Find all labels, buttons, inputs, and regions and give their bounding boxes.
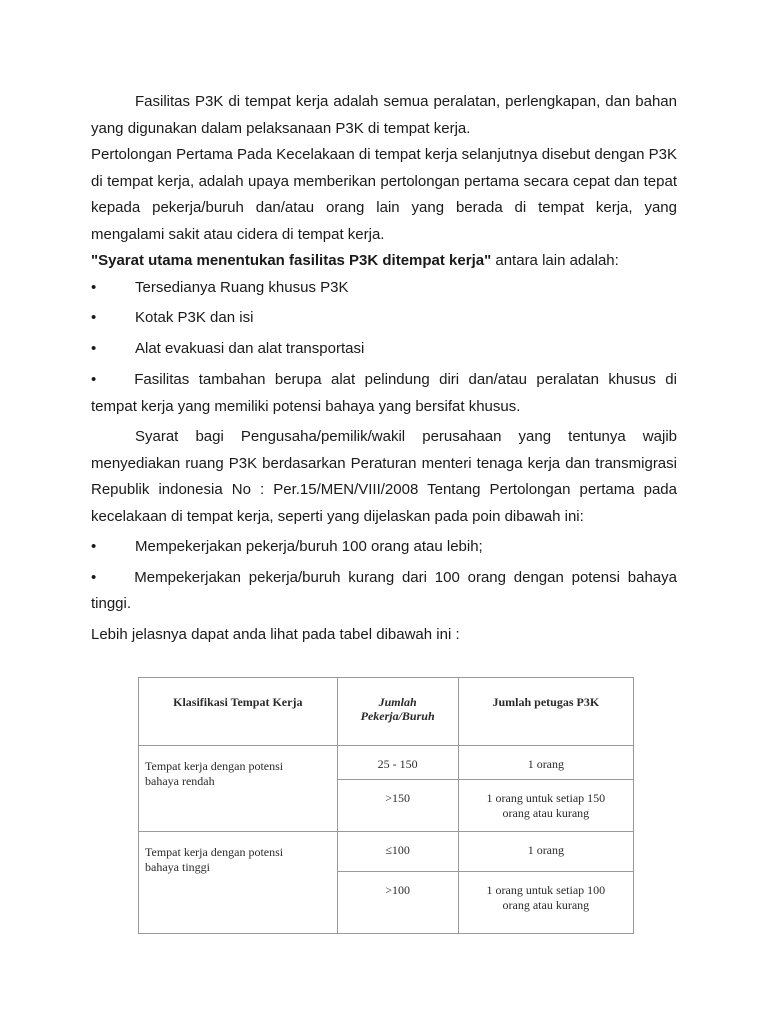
requirements-heading-rest: antara lain adalah:: [491, 252, 619, 269]
bullet-icon: •: [91, 339, 97, 357]
requirements-heading: "Syarat utama menentukan fasilitas P3K ditempat kerja": [91, 252, 492, 269]
bullet-icon: •: [91, 309, 97, 326]
bullet-icon: •: [91, 568, 97, 586]
bullet-icon: •: [91, 538, 97, 555]
column-header: [337, 678, 458, 746]
classification-text: Tempat kerja dengan potensi bahaya tinggi: [145, 845, 284, 874]
officers-text: 1 orang untuk setiap 100 orang atau kurang: [486, 883, 606, 912]
list-item: [91, 275, 677, 302]
list-item-text: Fasilitas tambahan berupa alat pelindung diri dan/atau peralatan khusus di tempat kerja yang memiliki potensi bahaya yang bersifat khusus.: [91, 371, 677, 415]
paragraph-requirements-intro: [91, 248, 677, 275]
list-item: [91, 305, 677, 332]
list-item: [91, 367, 677, 420]
body-text: [91, 89, 677, 648]
paragraph-p3k-explanation: Pertolongan Pertama Pada Kecelakaan di tempat kerja selanjutnya disebut dengan P3K di tempat kerja, adalah upaya memberikan pertolongan pertama secara cepat dan tepat kepada pekerja/buruh dan/atau orang lain yang berada di tempat kerja, yang mengalami sakit atau cidera di tempat kerja.: [91, 146, 677, 243]
officers-cell: [458, 872, 633, 934]
workers-cell: >100: [337, 872, 458, 934]
paragraph-definition: Fasilitas P3K di tempat kerja adalah semua peralatan, perlengkapan, dan bahan yang digunakan dalam pelaksanaan P3K di tempat kerja.: [91, 93, 677, 137]
p3k-officer-table: [138, 677, 634, 920]
column-header: Klasifikasi Tempat Kerja: [139, 678, 338, 746]
list-item-text: Kotak P3K dan isi: [135, 309, 254, 326]
classification-cell: [139, 832, 338, 934]
list-item: [91, 565, 677, 618]
list-item: [91, 534, 677, 561]
list-item: [91, 336, 677, 363]
workers-cell: 25 - 150: [337, 746, 458, 780]
classification-cell: [139, 746, 338, 832]
paragraph-table-intro: Lebih jelasnya dapat anda lihat pada tabel dibawah ini :: [91, 625, 460, 643]
data-table: [138, 677, 634, 934]
bullet-icon: •: [91, 278, 97, 296]
officers-cell: 1 orang: [458, 832, 633, 872]
officers-cell: [458, 780, 633, 832]
list-item-text: Alat evakuasi dan alat transportasi: [135, 339, 365, 357]
officers-text: 1 orang untuk setiap 150 orang atau kurang: [486, 791, 606, 820]
column-header: Jumlah petugas P3K: [458, 678, 633, 746]
bullet-icon: •: [91, 371, 97, 388]
workers-cell: ≤100: [337, 832, 458, 872]
table-header-row: [139, 678, 634, 746]
list-item-text: Mempekerjakan pekerja/buruh 100 orang atau lebih;: [135, 538, 483, 555]
table-row: [139, 746, 634, 780]
list-item-text: Tersedianya Ruang khusus P3K: [135, 278, 349, 296]
table-row: [139, 832, 634, 872]
officers-cell: 1 orang: [458, 746, 633, 780]
classification-text: Tempat kerja dengan potensi bahaya rendah: [145, 759, 284, 788]
column-header-text: Jumlah Pekerja/Buruh: [360, 695, 435, 723]
list-item-text: Mempekerjakan pekerja/buruh kurang dari 100 orang dengan potensi bahaya tinggi.: [91, 568, 677, 612]
paragraph-regulation: Syarat bagi Pengusaha/pemilik/wakil perusahaan yang tentunya wajib menyediakan ruang P3K berdasarkan Peraturan menteri tenaga kerja dan transmigrasi Republik indonesia No : Per.15/MEN/VIII/2008 Tentang Pertolongan pertama pada kecelakaan di tempat kerja, seperti yang dijelaskan pada poin dibawah ini:: [91, 428, 677, 525]
workers-cell: >150: [337, 780, 458, 832]
